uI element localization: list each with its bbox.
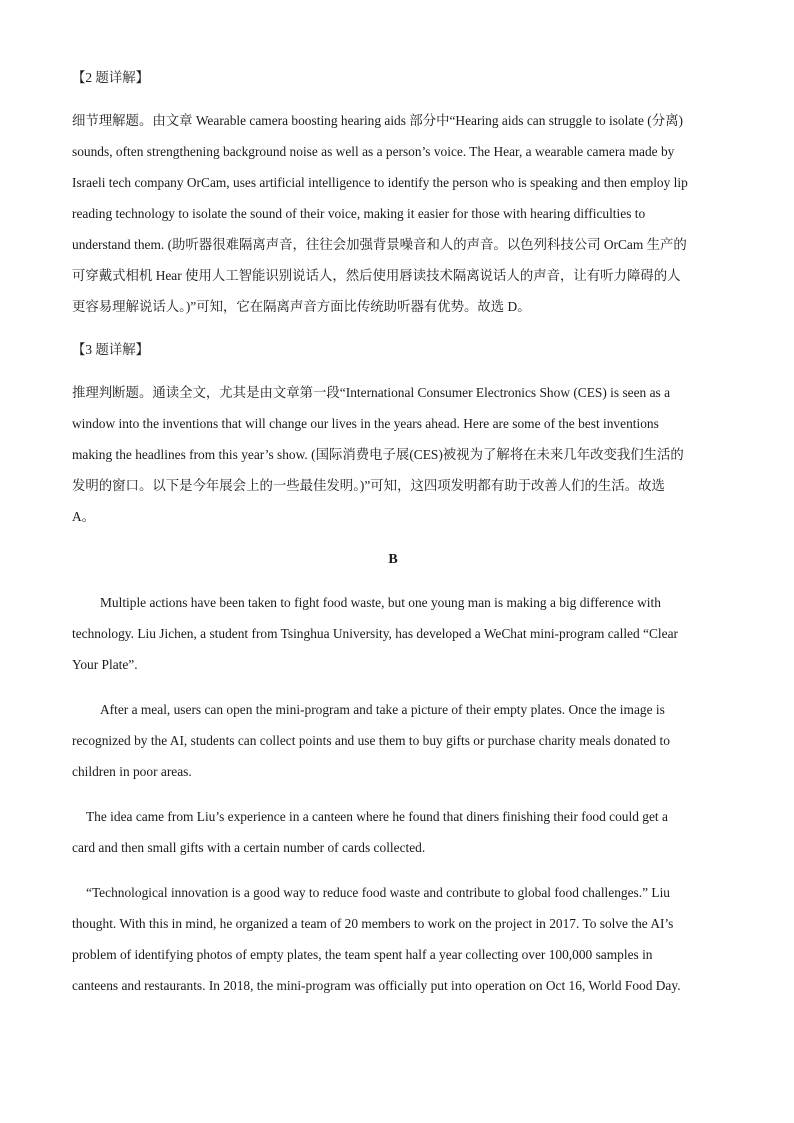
q2-line: sounds, often strengthening background noise as well as a person’s voice. The Hear, a wearable camera made by [72,144,675,159]
q3-line: making the headlines from this year’s show. (国际消费电子展(CES)被视为了解将在未来几年改变我们生活的 [72,447,684,462]
paragraph-line: Multiple actions have been taken to fight food waste, but one young man is making a big difference with [100,595,661,610]
q2-line: understand them. (助听器很难隔离声音，往往会加强背景噪音和人的声音。以色列科技公司 OrCam 生产的 [72,237,687,252]
paragraph-line: After a meal, users can open the mini-program and take a picture of their empty plates. Once the image is [100,702,665,717]
document-page [72,62,714,1001]
paragraph-line: “Technological innovation is a good way to reduce food waste and contribute to global food challenges.” Liu [86,885,670,900]
q2-line: 更容易理解说话人。)”可知，它在隔离声音方面比传统助听器有优势。故选 D。 [72,299,531,314]
paragraph-line: Your Plate”. [72,657,138,672]
q3-line: 推理判断题。通读全文，尤其是由文章第一段“International Consumer Electronics Show (CES) is seen as a [72,385,671,400]
paragraph-line: thought. With this in mind, he organized a team of 20 members to work on the project in 2017. To solve the AI’s [72,916,674,931]
paragraph-line: children in poor areas. [72,764,192,779]
q3-line: 发明的窗口。以下是今年展会上的一些最佳发明。)”可知，这四项发明都有助于改善人们的生活。故选 [72,478,665,493]
paragraph-line: canteens and restaurants. In 2018, the mini-program was officially put into operation on Oct 16, World Food Day. [72,978,681,993]
paragraph-line: recognized by the AI, students can collect points and use them to buy gifts or purchase charity meals donated to [72,733,670,748]
paragraph-line: The idea came from Liu’s experience in a canteen where he found that diners finishing their food could get a [86,809,668,824]
q2-heading: 【2 题详解】 [72,70,149,85]
paragraph-line: card and then small gifts with a certain number of cards collected. [72,840,426,855]
q2-line: 细节理解题。由文章 Wearable camera boosting hearing aids 部分中“Hearing aids can struggle to isolate (分离) [72,113,684,128]
q2-line: 可穿戴式相机 Hear 使用人工智能识别说话人，然后使用唇读技术隔离说话人的声音，让有听力障碍的人 [72,268,681,283]
q2-line: Israeli tech company OrCam, uses artificial intelligence to identify the person who is speaking and then employ lip [72,175,688,190]
paragraph-line: technology. Liu Jichen, a student from Tsinghua University, has developed a WeChat mini-program called “Clear [72,626,678,641]
q3-line: window into the inventions that will change our lives in the years ahead. Here are some of the best inventions [72,416,659,431]
section-b-title: B [388,552,398,567]
q3-heading: 【3 题详解】 [72,342,149,357]
q2-line: reading technology to isolate the sound of their voice, making it easier for those with hearing difficulties to [72,206,646,221]
paragraph-line: problem of identifying photos of empty plates, the team spent half a year collecting over 100,000 samples in [72,947,653,962]
q3-line: A。 [72,509,96,524]
